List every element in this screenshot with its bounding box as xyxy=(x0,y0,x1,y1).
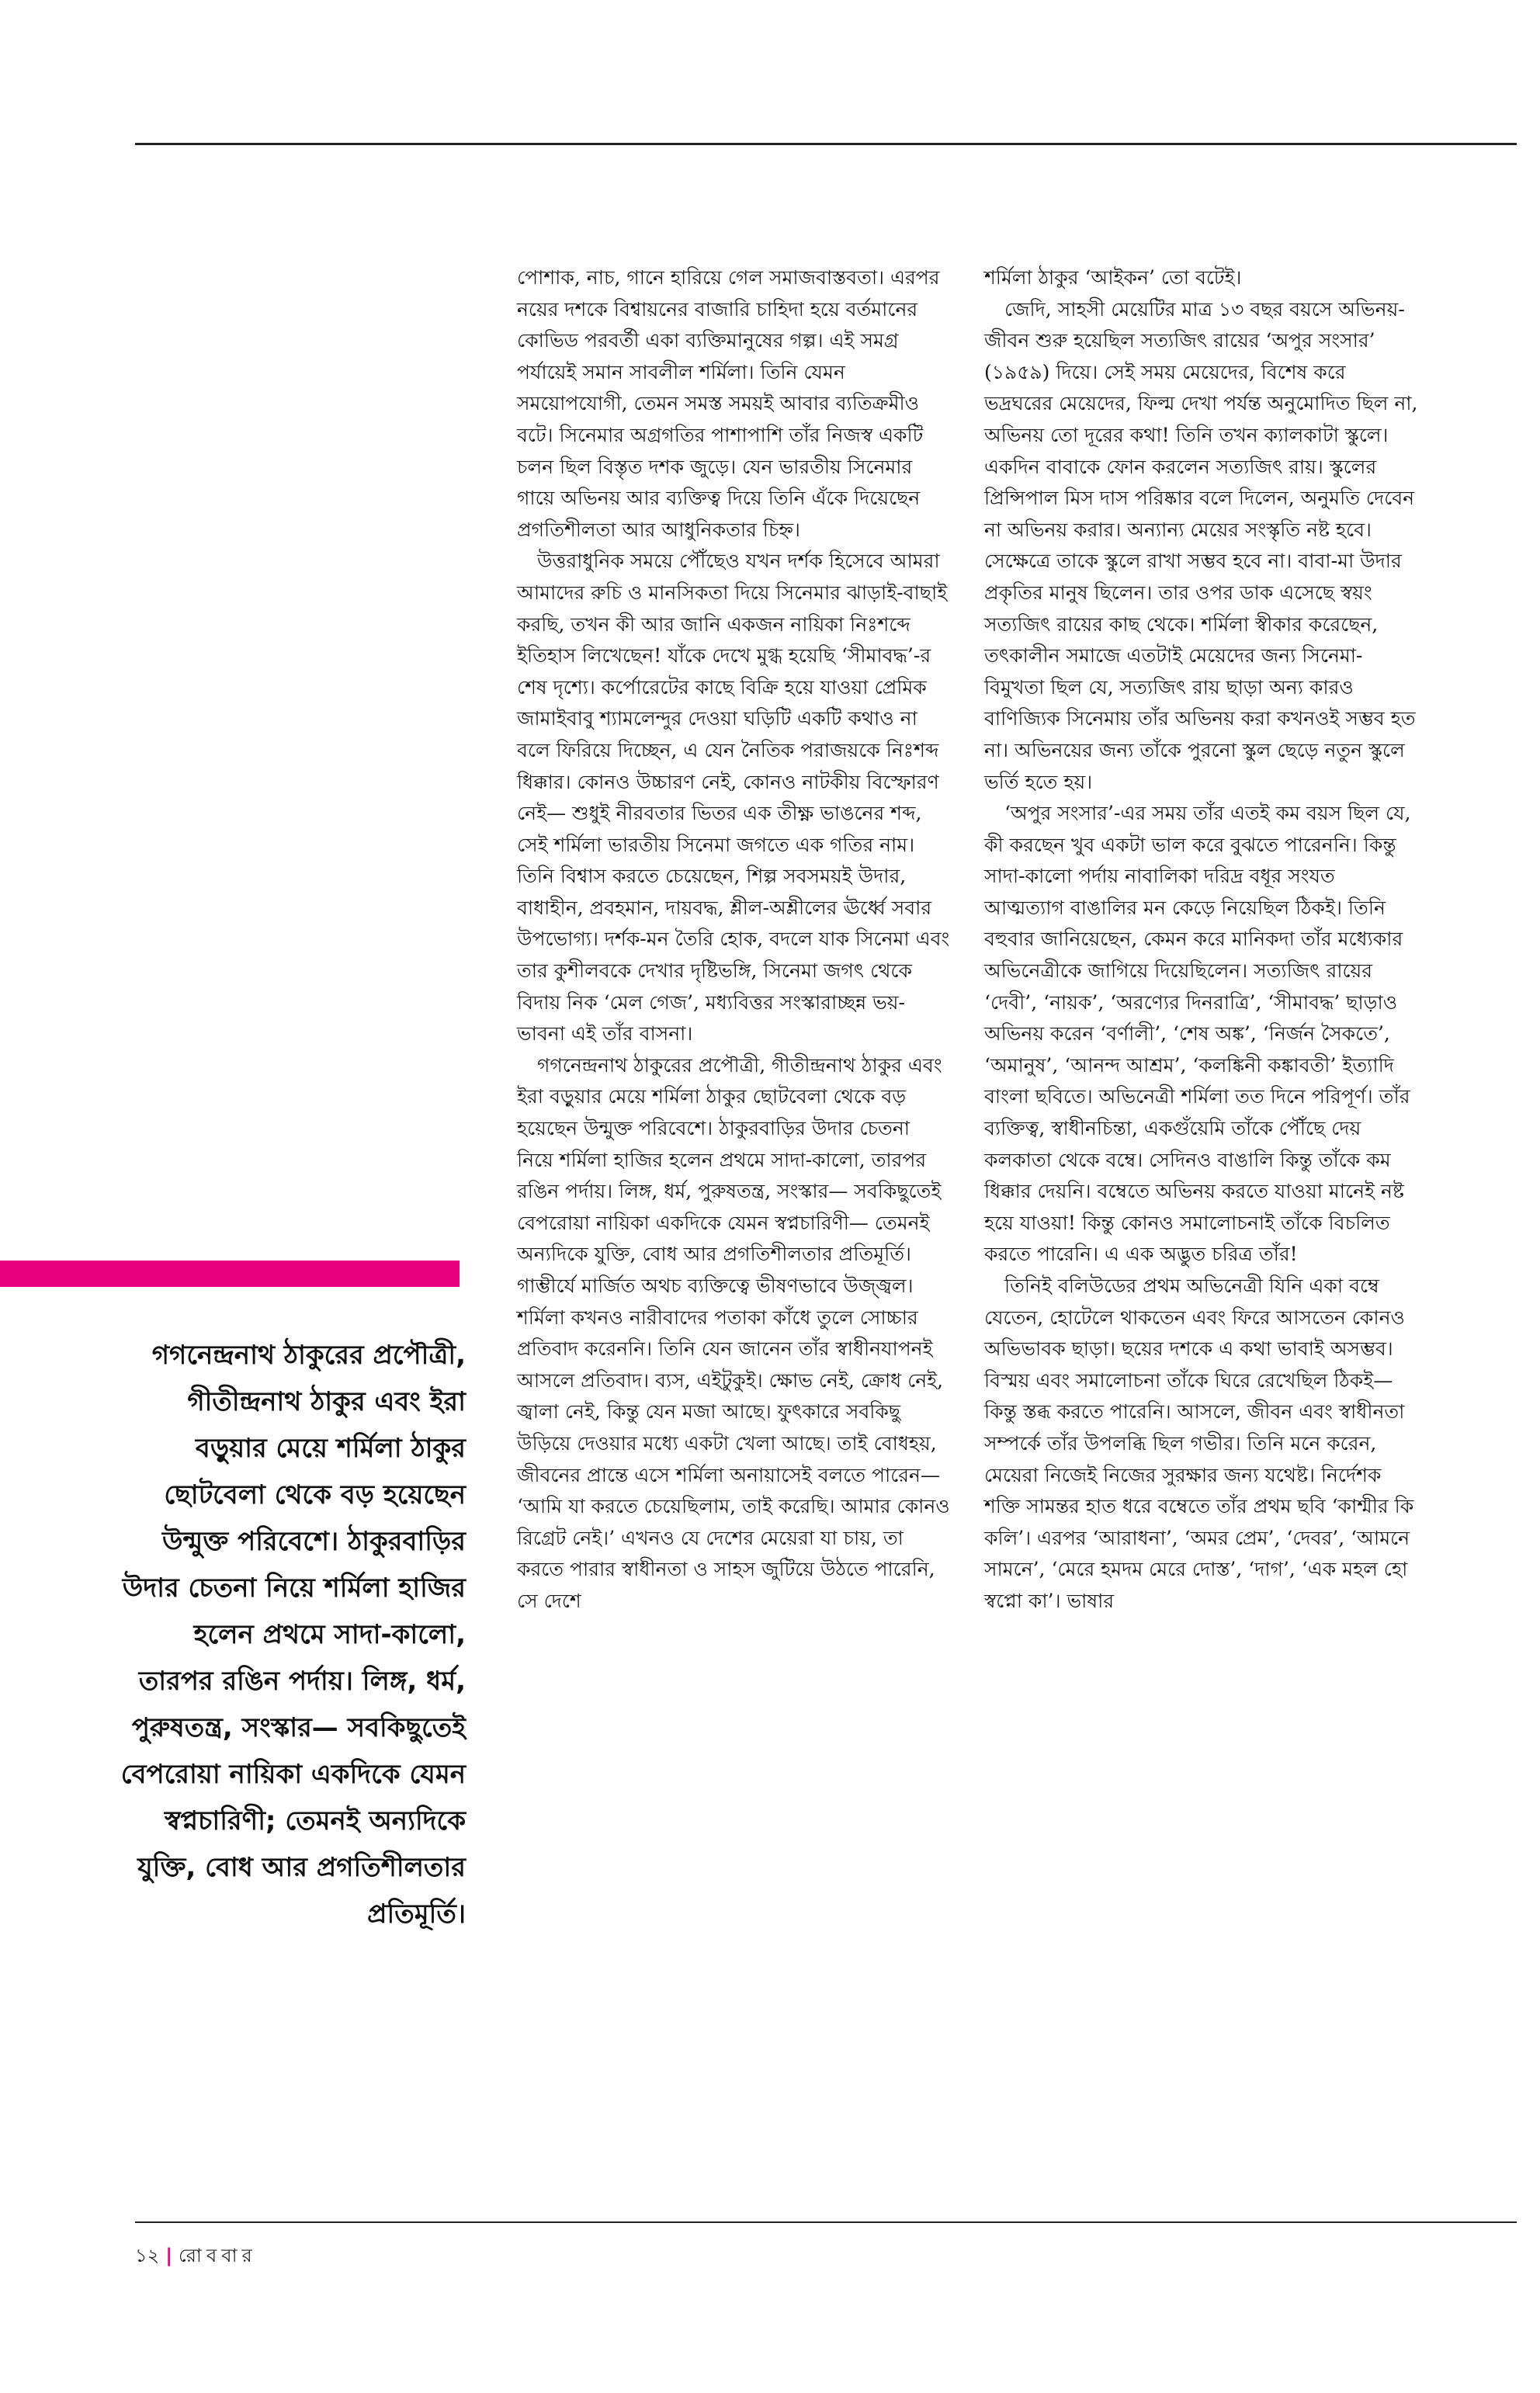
pullquote-accent-bar xyxy=(0,1261,460,1287)
paragraph: শর্মিলা ঠাকুর ‘আইকন’ তো বটেই। xyxy=(984,266,1242,289)
article-column-2 xyxy=(984,262,1419,1618)
top-rule xyxy=(135,143,1517,145)
pullquote: গগনেন্দ্রনাথ ঠাকুরের প্রপৌত্রী, গীতীন্দ্রনাথ ঠাকুর এবং ইরা বড়ুয়ার মেয়ে শর্মিলা ঠাকুর ছোটবেলা থেকে বড় হয়েছেন উন্মুক্ত পরিবেশে। ঠাকুরবাড়ির উদার চেতনা নিয়ে শর্মিলা হাজির হলেন প্রথমে সাদা-কালো, তারপর রঙিন পর্দায়। লিঙ্গ, ধর্ম, পুরুষতন্ত্র, সংস্কার— সবকিছুতেই বেপরোয়া নায়িকা একদিকে যেমন স্বপ্নচারিণী; তেমনই অন্যদিকে যুক্তি, বোধ আর প্রগতিশীলতার প্রতিমূর্তি। xyxy=(120,1340,466,1930)
paragraph: পোশাক, নাচ, গানে হারিয়ে গেল সমাজবাস্তবতা। এরপর নয়ের দশকে বিশ্বায়নের বাজারি চাহিদা হয়ে বর্তমানের কোভিড পরবর্তী একা ব্যক্তিমানুষের গল্প। এই সমগ্র পর্যায়েই সমান সাবলীল শর্মিলা। তিনি যেমন সময়োপযোগী, তেমন সমস্ত সময়ই আবার ব্যতিক্রমীও বটে। সিনেমার অগ্রগতির পাশাপাশি তাঁর নিজস্ব একটি চলন ছিল বিস্তৃত দশক জুড়ে। যেন ভারতীয় সিনেমার গায়ে অভিনয় আর ব্যক্তিত্ব দিয়ে তিনি এঁকে দিয়েছেন প্রগতিশীলতা আর আধুনিকতার চিহ্ন। xyxy=(517,266,940,541)
page-number: ১২ xyxy=(135,2245,160,2266)
paragraph: জেদি, সাহসী মেয়েটির মাত্র ১৩ বছর বয়সে অভিনয়-জীবন শুরু হয়েছিল সত্যজিৎ রায়ের ‘অপুর সংসার’ (১৯৫৯) দিয়ে। সেই সময় মেয়েদের, বিশেষ করে ভদ্রঘরের মেয়েদের, ফিল্ম দেখা পর্যন্ত অনুমোদিত ছিল না, অভিনয় তো দূরের কথা! তিনি তখন ক্যালকাটা স্কুলে। একদিন বাবাকে ফোন করলেন সত্যজিৎ রায়। স্কুলের প্রিন্সিপাল মিস দাস পরিষ্কার বলে দিলেন, অনুমতি দেবেন না অভিনয় করার। অন্যান্য মেয়ের সংস্কৃতি নষ্ট হবে। সেক্ষেত্রে তাকে স্কুলে রাখা সম্ভব হবে না। বাবা-মা উদার প্রকৃতির মানুষ ছিলেন। তার ওপর ডাক এসেছে স্বয়ং সত্যজিৎ রায়ের কাছ থেকে। শর্মিলা স্বীকার করেছেন, তৎকালীন সমাজে এতটাই মেয়েদের জন্য সিনেমা-বিমুখতা ছিল যে, সত্যজিৎ রায় ছাড়া অন্য কারও বাণিজ্যিক সিনেমায় তাঁর অভিনয় করা কখনওই সম্ভব হত না। অভিনয়ের জন্য তাঁকে পুরনো স্কুল ছেড়ে নতুন স্কুলে ভর্তি হতে হয়। xyxy=(984,297,1418,793)
paragraph: ‘অপুর সংসার’-এর সময় তাঁর এতই কম বয়স ছিল যে, কী করছেন খুব একটা ভাল করে বুঝতে পারেননি। কিন্তু সাদা-কালো পর্দায় নাবালিকা দরিদ্র বধূর সংযত আত্মত্যাগ বাঙালির মন কেড়ে নিয়েছিল ঠিকই। তিনি বহুবার জানিয়েছেন, কেমন করে মানিকদা তাঁর মধ্যেকার অভিনেত্রীকে জাগিয়ে দিয়েছিলেন। সত্যজিৎ রায়ের ‘দেবী’, ‘নায়ক’, ‘অরণ্যের দিনরাত্রি’, ‘সীমাবদ্ধ’ ছাড়াও অভিনয় করেন ‘বর্ণালী’, ‘শেষ অঙ্ক’, ‘নির্জন সৈকতে’, ‘অমানুষ’, ‘আনন্দ আশ্রম’, ‘কলঙ্কিনী কঙ্কাবতী’ ইত্যাদি বাংলা ছবিতে। অভিনেত্রী শর্মিলা তত দিনে পরিপূর্ণ। তাঁর ব্যক্তিত্ব, স্বাধীনচিন্তা, একগুঁয়েমি তাঁকে পৌঁছে দেয় কলকাতা থেকে বম্বে। সেদিনও বাঙালি কিন্তু তাঁকে কম ধিক্কার দেয়নি। বম্বেতে অভিনয় করতে যাওয়া মানেই নষ্ট হয়ে যাওয়া! কিন্তু কোনও সমালোচনাই তাঁকে বিচলিত করতে পারেনি। এ এক অদ্ভুত চরিত্র তাঁর! xyxy=(984,802,1411,1266)
page-footer xyxy=(135,2242,257,2273)
article-column-1 xyxy=(517,262,952,1618)
paragraph: তিনিই বলিউডের প্রথম অভিনেত্রী যিনি একা বম্বে যেতেন, হোটেলে থাকতেন এবং ফিরে আসতেন কোনও অভিভাবক ছাড়া। ছয়ের দশকে এ কথা ভাবাই অসম্ভব। বিস্ময় এবং সমালোচনা তাঁকে ঘিরে রেখেছিল ঠিকই— কিন্তু স্তব্ধ করতে পারেনি। আসলে, জীবন এবং স্বাধীনতা সম্পর্কে তাঁর উপলব্ধি ছিল গভীর। তিনি মনে করেন, মেয়েরা নিজেই নিজের সুরক্ষার জন্য যথেষ্ট। নির্দেশক শক্তি সামন্তর হাত ধরে বম্বেতে তাঁর প্রথম ছবি ‘কাশ্মীর কি কলি’। এরপর ‘আরাধনা’, ‘অমর প্রেম’, ‘দেবর’, ‘আমনে সামনে’, ‘মেরে হমদম মেরে দোস্ত’, ‘দাগ’, ‘এক মহল হো স্বপ্নো কা’। ভাষার xyxy=(984,1275,1414,1612)
footer-separator: | xyxy=(165,2245,172,2266)
paragraph: গগনেন্দ্রনাথ ঠাকুরের প্রপৌত্রী, গীতীন্দ্রনাথ ঠাকুর এবং ইরা বড়ুয়ার মেয়ে শর্মিলা ঠাকুর ছোটবেলা থেকে বড় হয়েছেন উন্মুক্ত পরিবেশে। ঠাকুরবাড়ির উদার চেতনা নিয়ে শর্মিলা হাজির হলেন প্রথমে সাদা-কালো, তারপর রঙিন পর্দায়। লিঙ্গ, ধর্ম, পুরুষতন্ত্র, সংস্কার— সবকিছুতেই বেপরোয়া নায়িকা একদিকে যেমন স্বপ্নচারিণী— তেমনই অন্যদিকে যুক্তি, বোধ আর প্রগতিশীলতার প্রতিমূর্তি। গাম্ভীর্যে মার্জিত অথচ ব্যক্তিত্বে ভীষণভাবে উজ্জ্বল। শর্মিলা কখনও নারীবাদের পতাকা কাঁধে তুলে সোচ্চার প্রতিবাদ করেননি। তিনি যেন জানেন তাঁর স্বাধীনযাপনই আসলে প্রতিবাদ। ব্যস, এইটুকুই। ক্ষোভ নেই, ক্রোধ নেই, জ্বালা নেই, কিন্তু যেন মজা আছে। ফুৎকারে সবকিছু উড়িয়ে দেওয়ার মধ্যে একটা খেলা আছে। তাই বোধহয়, জীবনের প্রান্তে এসে শর্মিলা অনায়াসেই বলতে পারেন— ‘আমি যা করতে চেয়েছিলাম, তাই করেছি। আমার কোনও রিগ্রেট নেই।’ এখনও যে দেশের মেয়েরা যা চায়, তা করতে পারার স্বাধীনতা ও সাহস জুটিয়ে উঠতে পারেনি, সে দেশে xyxy=(517,1053,950,1612)
magazine-name: রোববার xyxy=(178,2245,257,2266)
paragraph: উত্তরাধুনিক সময়ে পৌঁছেও যখন দর্শক হিসেবে আমরা আমাদের রুচি ও মানসিকতা দিয়ে সিনেমার ঝাড়াই-বাছাই করছি, তখন কী আর জানি একজন নায়িকা নিঃশব্দে ইতিহাস লিখেছেন! যাঁকে দেখে মুগ্ধ হয়েছি ‘সীমাবদ্ধ’-র শেষ দৃশ্যে। কর্পোরেটের কাছে বিক্রি হয়ে যাওয়া প্রেমিক জামাইবাবু শ্যামলেন্দুর দেওয়া ঘড়িটি একটি কথাও না বলে ফিরিয়ে দিচ্ছেন, এ যেন নৈতিক পরাজয়কে নিঃশব্দ ধিক্কার। কোনও উচ্চারণ নেই, কোনও নাটকীয় বিস্ফোরণ নেই— শুধুই নীরবতার ভিতর এক তীক্ষ্ণ ভাঙনের শব্দ, সেই শর্মিলা ভারতীয় সিনেমা জগতে এক গতির নাম। তিনি বিশ্বাস করতে চেয়েছেন, শিল্প সবসময়ই উদার, বাধাহীন, প্রবহমান, দায়বদ্ধ, শ্লীল-অশ্লীলের ঊর্ধ্বে সবার উপভোগ্য। দর্শক-মন তৈরি হোক, বদলে যাক সিনেমা এবং তার কুশীলবকে দেখার দৃষ্টিভঙ্গি, সিনেমা জগৎ থেকে বিদায় নিক ‘মেল গেজ’, মধ্যবিত্তর সংস্কারাচ্ছন্ন ভয়-ভাবনা এই তাঁর বাসনা। xyxy=(517,550,950,1046)
bottom-rule xyxy=(135,2221,1517,2223)
